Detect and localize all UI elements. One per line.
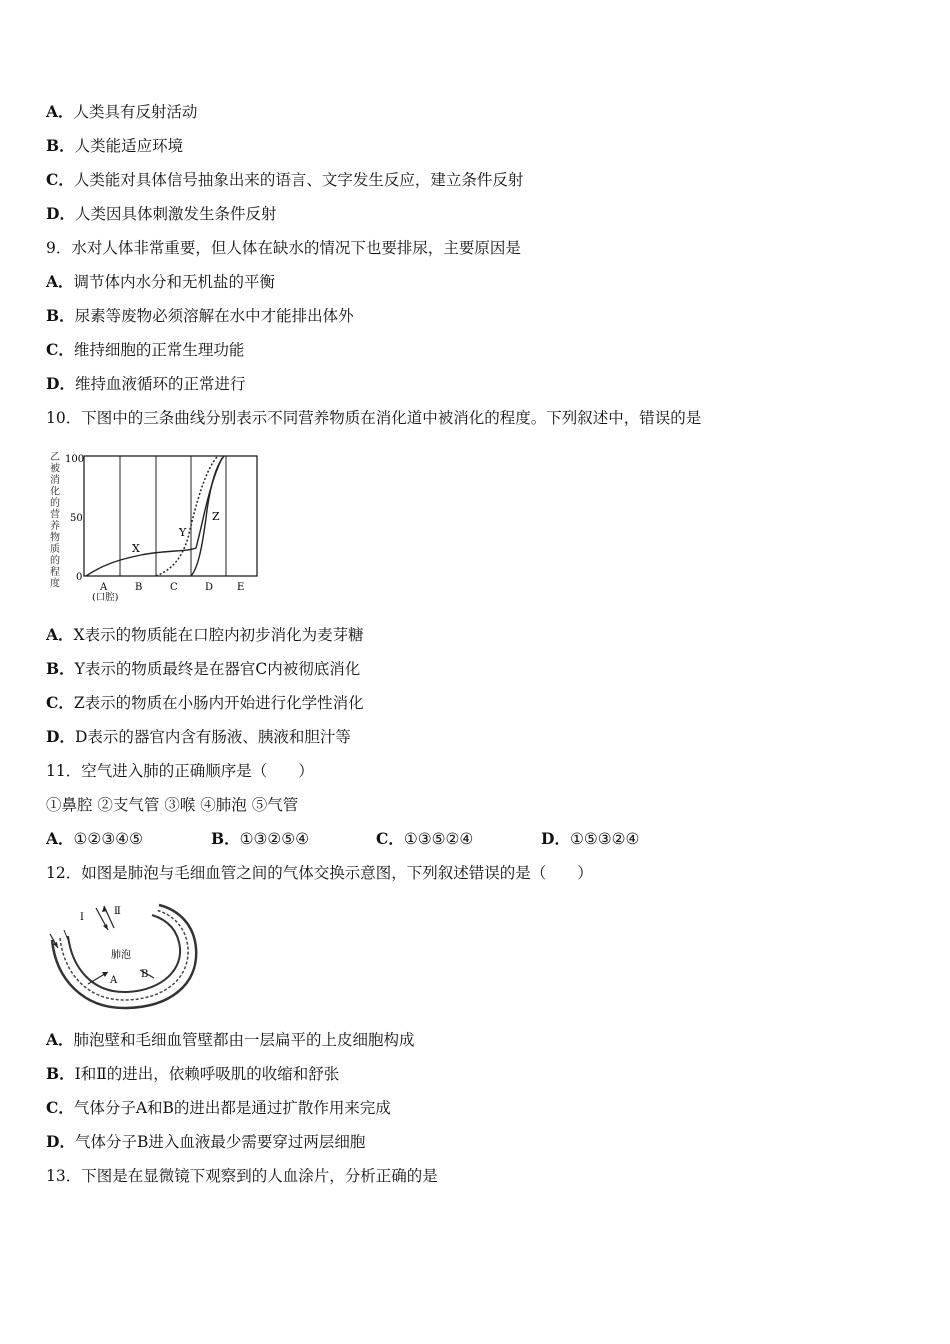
curve-label-x: X [132,542,140,555]
xlabel-d: D [205,582,214,593]
q8-option-a: A．人类具有反射活动 [46,102,198,121]
q11-options-row [46,829,706,849]
q12-option-b: B．Ⅰ和Ⅱ的进出，依赖呼吸肌的收缩和舒张 [46,1064,340,1083]
ylabel-char: 消 [50,475,60,486]
xlabel-mouth: (口腔) [92,592,119,603]
ylabel-char: 度 [50,578,60,590]
ylabel-char: 的 [50,498,60,509]
q11-stem: 11．空气进入肺的正确顺序是（ ） [46,762,314,780]
q9-option-c: C．维持细胞的正常生理功能 [46,340,245,359]
q11-option-a: A．①②③④⑤ [46,829,144,848]
xlabel-a: A [100,582,108,593]
q10-option-d: D．D表示的器官内含有肠液、胰液和胆汁等 [46,727,351,746]
label-b: B [141,969,149,980]
ylabel-char: 营 [50,509,60,521]
xlabel-c: C [170,582,178,593]
ylabel-char: 化 [50,486,60,498]
label-a: A [110,975,118,986]
q12-stem: 12．如图是肺泡与毛细血管之间的气体交换示意图，下列叙述错误的是（ ） [46,864,593,882]
q11-items: ①鼻腔 ②支气管 ③喉 ④肺泡 ⑤气管 [46,796,299,814]
q9-stem: 9．水对人体非常重要，但人体在缺水的情况下也要排尿，主要原因是 [46,239,521,257]
q11-option-d: D．①⑤③②④ [541,829,640,848]
ytick-50: 50 [70,513,83,524]
curve-label-y: Y [179,526,187,539]
q10-option-c: C．Z表示的物质在小肠内开始进行化学性消化 [46,693,364,712]
q8-option-d: D．人类因具体刺激发生条件反射 [46,204,277,223]
ylabel-char: 程 [50,567,60,578]
ylabel-char: 被 [50,463,60,475]
ylabel-char: 养 [50,521,60,532]
alveolus-svg [44,900,204,1015]
curve-y [156,456,218,576]
q13-stem: 13．下图是在显微镜下观察到的人血涂片，分析正确的是 [46,1167,438,1185]
q10-option-b: B．Y表示的物质最终是在器官C内被彻底消化 [46,659,361,678]
q12-option-a: A．肺泡壁和毛细血管壁都由一层扁平的上皮细胞构成 [46,1030,415,1049]
ylabel-char: 物 [50,532,60,544]
xlabel-e: E [237,582,245,593]
ylabel-char: 质 [50,544,60,555]
q8-option-b: B．人类能适应环境 [46,136,184,155]
q12-option-d: D．气体分子B进入血液最少需要穿过两层细胞 [46,1132,366,1151]
q10-option-a: A．X表示的物质能在口腔内初步消化为麦芽糖 [46,625,364,644]
alveolus-exchange-figure [44,900,204,1015]
q12-option-c: C．气体分子A和B的进出都是通过扩散作用来完成 [46,1098,391,1117]
curve-x [86,458,222,576]
digestion-curve-figure [46,448,266,608]
plot-frame [84,456,257,576]
ytick-100: 100 [65,454,85,465]
label-i: Ⅰ [80,912,84,923]
q11-option-c: C．①③⑤②④ [376,829,474,848]
curve-label-z: Z [212,510,220,523]
q8-option-c: C．人类能对具体信号抽象出来的语言、文字发生反应，建立条件反射 [46,170,524,189]
ytick-0: 0 [76,572,83,583]
q11-option-b: B．①③②⑤④ [211,829,310,848]
xlabel-b: B [135,582,143,593]
q9-option-a: A．调节体内水分和无机盐的平衡 [46,272,276,291]
digestion-curve-svg [46,448,266,608]
blood-flow-arrow-2 [64,930,68,940]
q9-option-b: B．尿素等废物必须溶解在水中才能排出体外 [46,306,354,325]
q9-option-d: D．维持血液循环的正常进行 [46,374,246,393]
label-ii: Ⅱ [114,906,121,917]
alveolus-label: 肺泡 [111,950,131,961]
ylabel-char: 乙 [50,452,60,463]
q10-stem: 10．下图中的三条曲线分别表示不同营养物质在消化道中被消化的程度。下列叙述中，错误的是 [46,409,702,427]
ylabel-char: 的 [50,555,60,567]
